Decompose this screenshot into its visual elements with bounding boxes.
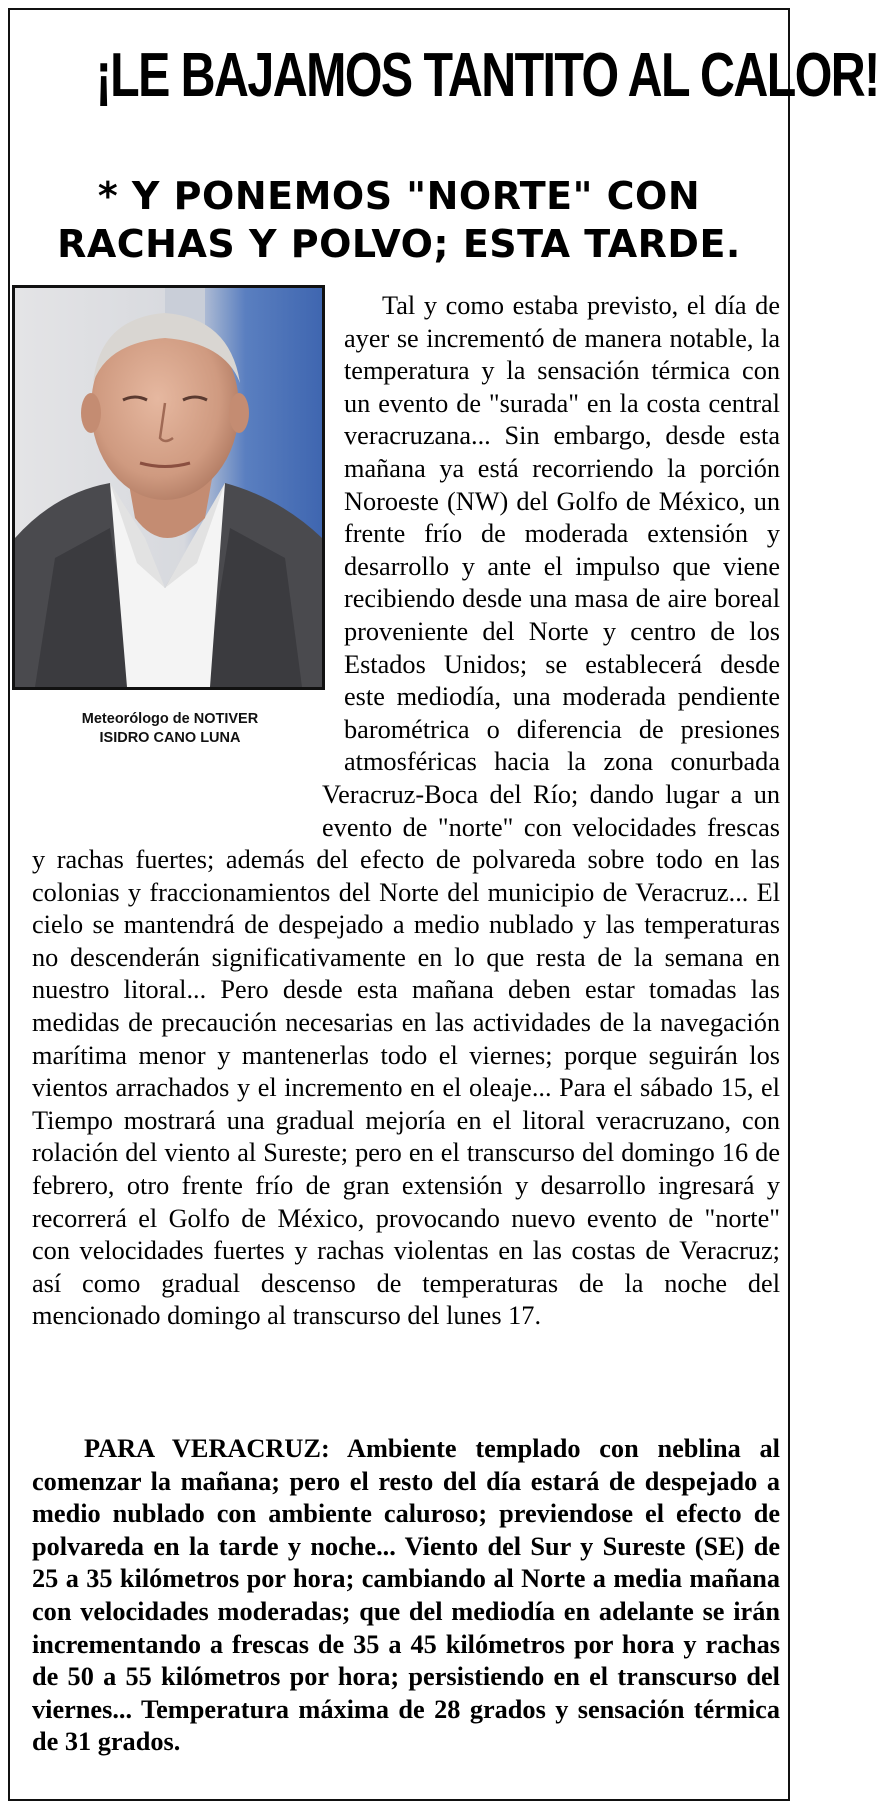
subheadline-line-2: RACHAS Y POLVO; ESTA TARDE. [57, 222, 741, 266]
forecast-paragraph [32, 1433, 780, 1759]
forecast-text: PARA VERACRUZ: Ambiente templado con neblina al comenzar la mañana; pero el resto del día estará de despejado a medio nublado con ambiente caluroso; previendose el efecto de polvareda en la tarde y noche... Viento del Sur y Sureste (SE) de 25 a 35 kilómetros por hora; cambiando al Norte a media mañana con velocidades moderadas; que del mediodía en adelante se irán incrementando a frescas de 35 a 45 kilómetros por hora y rachas de 50 a 55 kilómetros por hora; persistiendo en el transcurso del viernes... Temperatura máxima de 28 grados y sensación térmica de 31 grados. [32, 1434, 780, 1757]
caption-line-1: Meteorólogo de NOTIVER [81, 711, 259, 727]
article-page [8, 8, 879, 1801]
headline: ¡LE BAJAMOS TANTITO AL CALOR! [95, 41, 879, 110]
article-body [32, 290, 780, 1333]
subheadline [10, 172, 788, 268]
caption-line-2: ISIDRO CANO LUNA [99, 730, 241, 746]
article-paragraph: Tal y como estaba previsto, el día de ayer se incrementó de manera notable, la temperatura y la sensación térmica con un evento de "surada" en la costa central veracruzana... Sin embargo, desde esta mañana ya está recorriendo la porción Noroeste (NW) del Golfo de México, un frente frío de moderada extensión y desarrollo y ante el impulso que viene recibiendo desde una masa de aire boreal proveniente del Norte y centro de los Estados Unidos; se establecerá desde este mediodía, una moderada pendiente barométrica o diferencia de presiones atmosféricas hacia la zona conurbada Veracruz-Boca del Río; dando lugar a un evento de "norte" con velocidades frescas y rachas fuertes; además del efecto de polvareda sobre todo en las colonias y fraccionamientos del Norte del municipio de Veracruz... El cielo se mantendrá de despejado a medio nublado y las temperaturas no descenderán significativamente en lo que resta de la semana en nuestro litoral... Pero desde esta mañana deben estar tomadas las medidas de precaución necesarias en las actividades de la navegación marítima menor y mantenerlas todo el viernes; porque seguirán los vientos arrachados y el incremento en el oleaje... Para el sábado 15, el Tiempo mostrará una gradual mejoría en el litoral veracruzano, con rolación del viento al Sureste; pero en el transcurso del domingo 16 de febrero, otro frente frío de gran extensión y desarrollo ingresará y recorrerá el Golfo de México, provocando nuevo evento de "norte" con velocidades fuertes y rachas violentas en las costas de Veracruz; así como gradual descenso de temperaturas de la noche del mencionado domingo al transcurso del lunes 17. [32, 291, 780, 1331]
subheadline-line-1: * Y PONEMOS "NORTE" CON [97, 174, 701, 218]
